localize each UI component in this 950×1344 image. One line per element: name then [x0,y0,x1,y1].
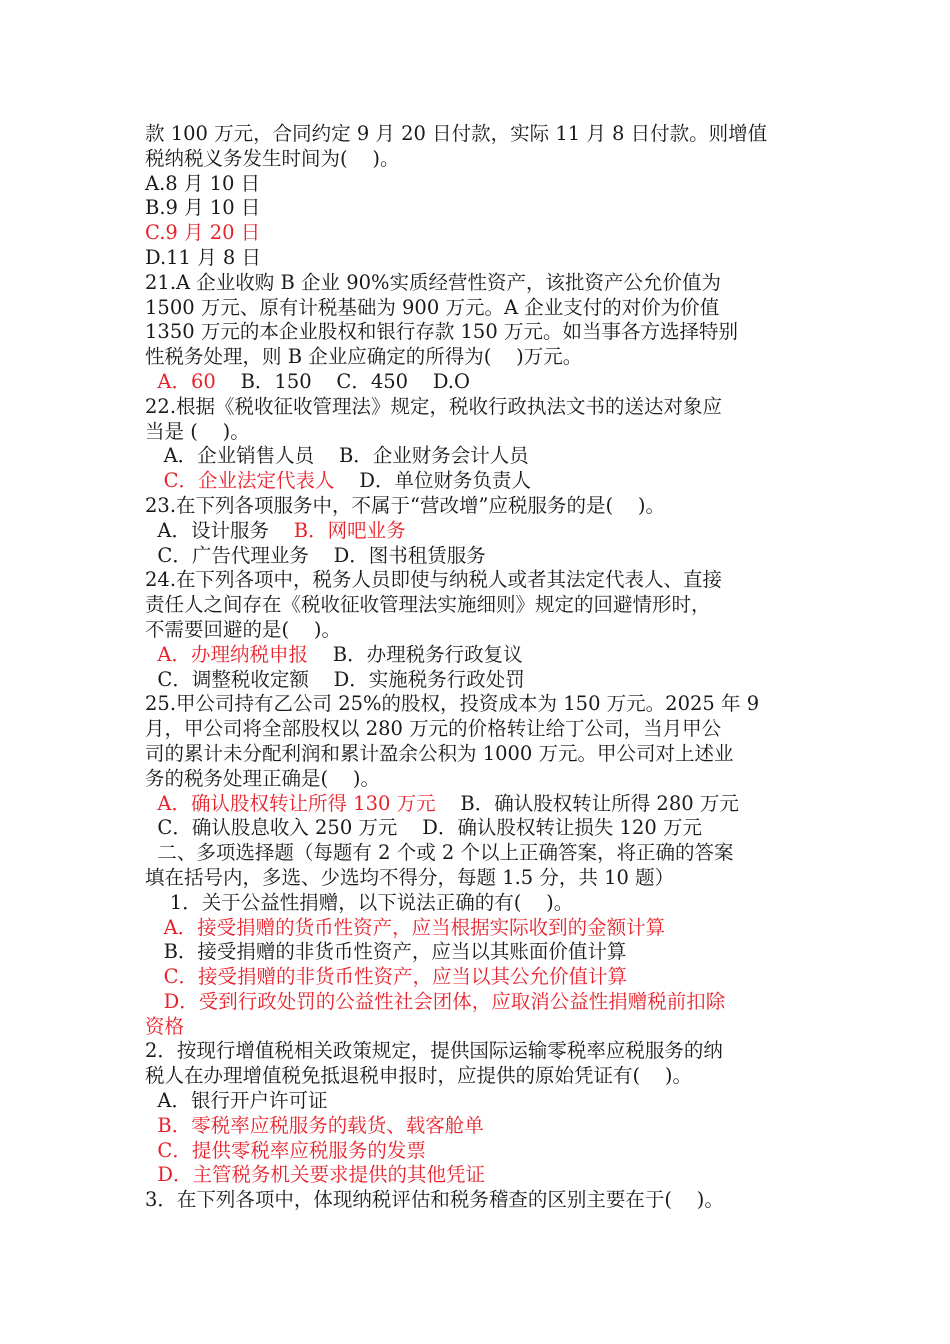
answer-text: C．企业法定代表人 [145,469,335,493]
question-text: A．设计服务 [145,518,294,542]
question-text: 月，甲公司将全部股权以 280 万元的价格转让给丁公司，当月甲公 [145,717,722,741]
text-line [145,271,810,296]
text-line [145,841,810,866]
text-line [145,568,810,593]
text-line [145,692,810,717]
text-line [145,1039,810,1064]
text-line [145,891,810,916]
text-line [145,816,810,841]
question-text: 23.在下列各项服务中，不属于“营改增”应税服务的是( )。 [145,493,665,517]
text-line [145,593,810,618]
answer-text: A．办理纳税申报 [145,642,308,666]
text-line [145,1089,810,1114]
answer-text: C.9 月 20 日 [145,221,261,245]
question-text: 1350 万元的本企业股权和银行存款 150 万元。如当事各方选择特别 [145,320,738,344]
text-line [145,444,810,469]
answer-text: C．接受捐赠的非货币性资产，应当以其公允价值计算 [145,965,628,989]
text-line [145,296,810,321]
answer-text: A．60 [145,369,216,393]
question-text: 2．按现行增值税相关政策规定，提供国际运输零税率应税服务的纳 [145,1039,723,1063]
question-text: 款 100 万元，合同约定 9 月 20 日付款，实际 11 月 8 日付款。则增值 [145,122,768,145]
text-line [145,1163,810,1188]
text-line [145,618,810,643]
answer-text: C．提供零税率应税服务的发票 [145,1138,426,1162]
text-line [145,940,810,965]
question-text: 税纳税义务发生时间为( )。 [145,146,400,170]
question-text: B．接受捐赠的非货币性资产，应当以其账面价值计算 [145,940,627,964]
text-line [145,172,810,197]
question-text: A．银行开户许可证 [145,1089,328,1113]
text-line [145,122,810,147]
text-line [145,395,810,420]
text-line [145,1064,810,1089]
answer-text: D．主管税务机关要求提供的其他凭证 [145,1163,486,1187]
text-line [145,519,810,544]
text-line [145,643,810,668]
question-text: B.9 月 10 日 [145,196,261,220]
question-text: B．150 C．450 D.O [215,369,470,393]
question-text: 税人在办理增值税免抵退税申报时，应提供的原始凭证有( )。 [145,1064,693,1088]
answer-text: A．确认股权转让所得 130 万元 [145,791,436,815]
question-text: 21.A 企业收购 B 企业 90%实质经营性资产，该批资产公允价值为 [145,270,722,294]
question-text: 22.根据《税收征收管理法》规定，税收行政执法文书的送达对象应 [145,394,723,418]
text-line [145,742,810,767]
question-text: 24.在下列各项中，税务人员即使与纳税人或者其法定代表人、直接 [145,568,723,592]
text-line [145,767,810,792]
text-line [145,668,810,693]
text-line [145,1015,810,1040]
question-text: A.8 月 10 日 [145,171,261,195]
text-line [145,320,810,345]
text-line [145,990,810,1015]
text-line [145,221,810,246]
question-text: 不需要回避的是( )。 [145,617,342,641]
text-line [145,792,810,817]
question-text: 司的累计未分配利润和累计盈余公积为 1000 万元。甲公司对上述业 [145,741,734,765]
text-line [145,1114,810,1139]
question-text: 二、多项选择题（每题有 2 个或 2 个以上正确答案，将正确的答案 [145,841,734,865]
question-text: 当是 ( )。 [145,419,250,443]
question-text: 填在括号内，多选、少选均不得分，每题 1.5 分，共 10 题） [145,865,675,889]
answer-text: B．零税率应税服务的载货、载客舱单 [145,1113,484,1137]
question-text: D．单位财务负责人 [334,469,531,493]
text-line [145,345,810,370]
text-line [145,196,810,221]
document-body [145,122,810,1213]
question-text: 1．关于公益性捐赠，以下说法正确的有( )。 [145,890,574,914]
text-line [145,866,810,891]
text-line [145,965,810,990]
text-line [145,147,810,172]
answer-text: A．接受捐赠的货币性资产，应当根据实际收到的金额计算 [145,915,666,939]
answer-text: B．网吧业务 [293,518,406,542]
text-line [145,1139,810,1164]
text-line [145,420,810,445]
question-text: 务的税务处理正确是( )。 [145,766,381,790]
question-text: B．办理税务行政复议 [307,642,523,666]
question-text: 1500 万元、原有计税基础为 900 万元。A 企业支付的对价为价值 [145,295,720,319]
text-line [145,717,810,742]
question-text: C．调整税收定额 D．实施税务行政处罚 [145,667,525,691]
text-line [145,544,810,569]
question-text: 性税务处理，则 B 企业应确定的所得为( )万元。 [145,345,583,369]
text-line [145,469,810,494]
text-line [145,370,810,395]
text-line [145,1188,810,1213]
answer-text: 资格 [145,1014,185,1038]
question-text: 3．在下列各项中，体现纳税评估和税务稽查的区别主要在于( )。 [145,1188,724,1212]
question-text: A．企业销售人员 B．企业财务会计人员 [145,444,529,468]
question-text: C．确认股息收入 250 万元 D．确认股权转让损失 120 万元 [145,816,702,840]
text-line [145,246,810,271]
question-text: B．确认股权转让所得 280 万元 [435,791,739,815]
answer-text: D．受到行政处罚的公益性社会团体，应取消公益性捐赠税前扣除 [145,989,726,1013]
text-line [145,916,810,941]
question-text: 责任人之间存在《税收征收管理法实施细则》规定的回避情形时， [145,593,711,617]
question-text: D.11 月 8 日 [145,245,261,269]
question-text: 25.甲公司持有乙公司 25%的股权，投资成本为 150 万元。2025 年 9 [145,692,760,716]
text-line [145,494,810,519]
question-text: C．广告代理业务 D．图书租赁服务 [145,543,486,567]
